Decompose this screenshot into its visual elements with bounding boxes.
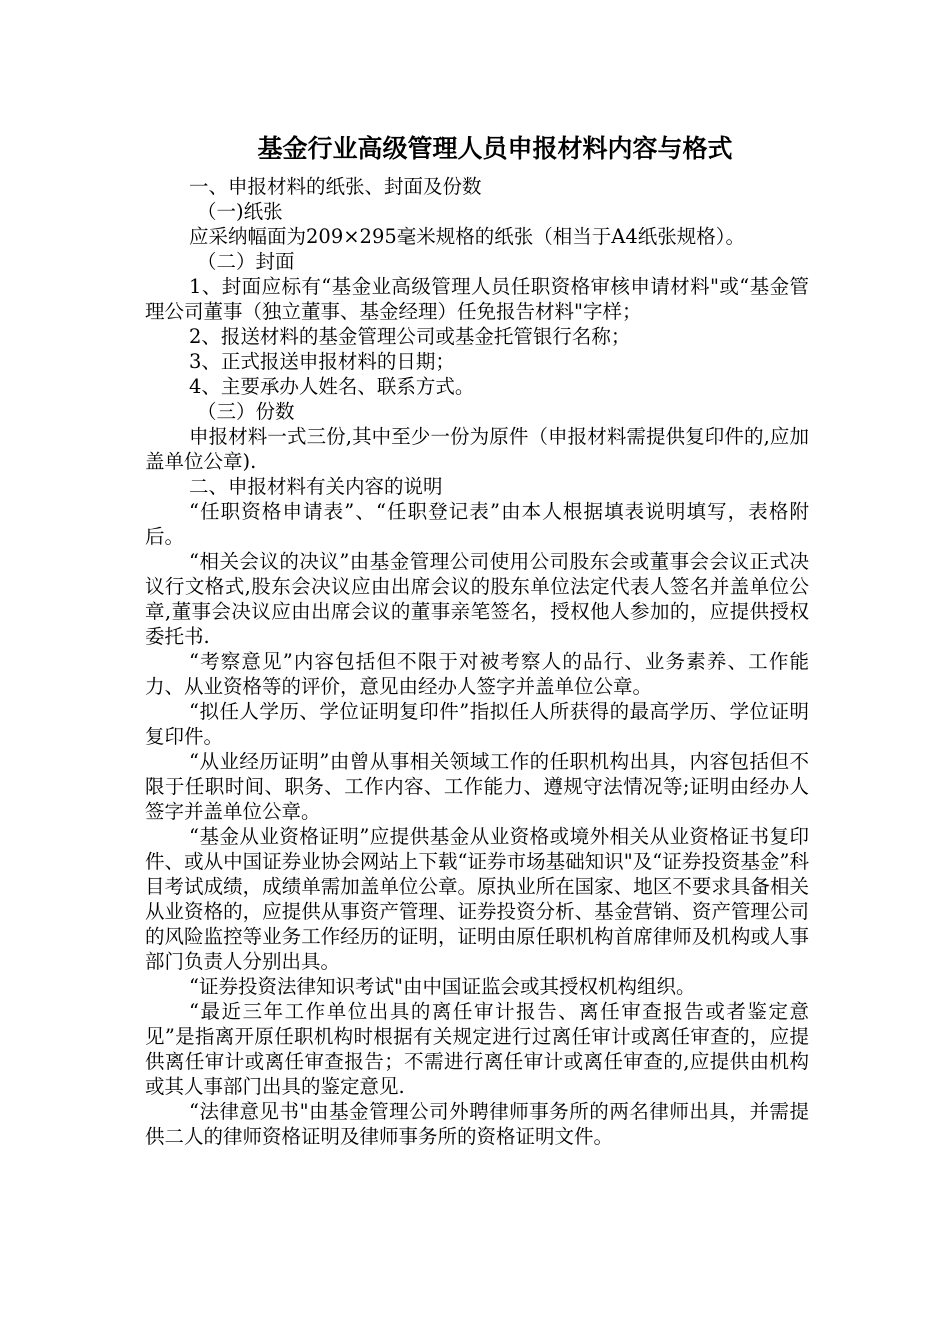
paragraph-paper-spec: 应采纳幅面为209×295毫米规格的纸张（相当于A4纸张规格）。 bbox=[189, 225, 746, 248]
cover-item-4: 4、主要承办人姓名、联系方式。 bbox=[189, 375, 475, 398]
section-heading-1: 一、申报材料的纸张、封面及份数 bbox=[189, 175, 482, 198]
paragraph-assessment-opinion: “考察意见”内容包括但不限于对被考察人的品行、业务素养、工作能力、从业资格等的评价，意见由经办人签字并盖单位公章。 bbox=[145, 650, 809, 698]
paragraph-departure-audit: “最近三年工作单位出具的离任审计报告、离任审查报告或者鉴定意见”是指离开原任职机构时根据有关规定进行过离任审计或离任审查的，应提供离任审计或离任审查报告；不需进行离任审计或离任审查的,应提供由机构或其人事部门出具的鉴定意见. bbox=[145, 1000, 809, 1098]
cover-item-3: 3、正式报送申报材料的日期； bbox=[189, 350, 455, 373]
section-heading-2: 二、申报材料有关内容的说明 bbox=[189, 475, 443, 498]
paragraph-fund-qualification: “基金从业资格证明”应提供基金从业资格或境外相关从业资格证书复印件、或从中国证券业协会网站上下载“证券市场基础知识"及“证券投资基金”科目考试成绩，成绩单需加盖单位公章。原执业所在国家、地区不要求具备相关从业资格的，应提供从事资产管理、证券投资分析、基金营销、资产管理公司的风险监控等业务工作经历的证明，证明由原任职机构首席律师及机构或人事部门负责人分别出具。 bbox=[145, 825, 809, 973]
paragraph-law-exam: “证券投资法律知识考试"由中国证监会或其授权机构组织。 bbox=[189, 975, 696, 998]
document-body bbox=[145, 174, 809, 1149]
paragraph-copies: 申报材料一式三份,其中至少一份为原件（申报材料需提供复印件的,应加盖单位公章). bbox=[145, 425, 809, 473]
cover-item-2: 2、报送材料的基金管理公司或基金托管银行名称； bbox=[189, 325, 631, 348]
document-title: 基金行业高级管理人员申报材料内容与格式 bbox=[257, 134, 733, 163]
paragraph-legal-opinion: “法律意见书"由基金管理公司外聘律师事务所的两名律师出具，并需提供二人的律师资格证明及律师事务所的资格证明文件。 bbox=[145, 1100, 809, 1148]
cover-item-1: 1、封面应标有“基金业高级管理人员任职资格审核申请材料"或“基金管理公司董事（独立董事、基金经理）任免报告材料"字样； bbox=[145, 275, 809, 323]
paragraph-work-experience: “从业经历证明”由曾从事相关领域工作的任职机构出具，内容包括但不限于任职时间、职务、工作内容、工作能力、遵规守法情况等;证明由经办人签字并盖单位公章。 bbox=[145, 750, 809, 823]
paragraph-application-form: “任职资格申请表”、“任职登记表”由本人根据填表说明填写，表格附后。 bbox=[145, 500, 809, 548]
subsection-heading-cover: （二）封面 bbox=[197, 250, 295, 273]
paragraph-meeting-resolution: “相关会议的决议”由基金管理公司使用公司股东会或董事会会议正式决议行文格式,股东会决议应由出席会议的股东单位法定代表人签名并盖单位公章,董事会决议应由出席会议的董事亲笔签名，授权他人参加的，应提供授权委托书. bbox=[145, 550, 809, 648]
paragraph-education-proof: “拟任人学历、学位证明复印件”指拟任人所获得的最高学历、学位证明复印件。 bbox=[145, 700, 809, 748]
subsection-heading-paper: （一)纸张 bbox=[197, 200, 283, 223]
subsection-heading-copies: （三）份数 bbox=[197, 400, 295, 423]
